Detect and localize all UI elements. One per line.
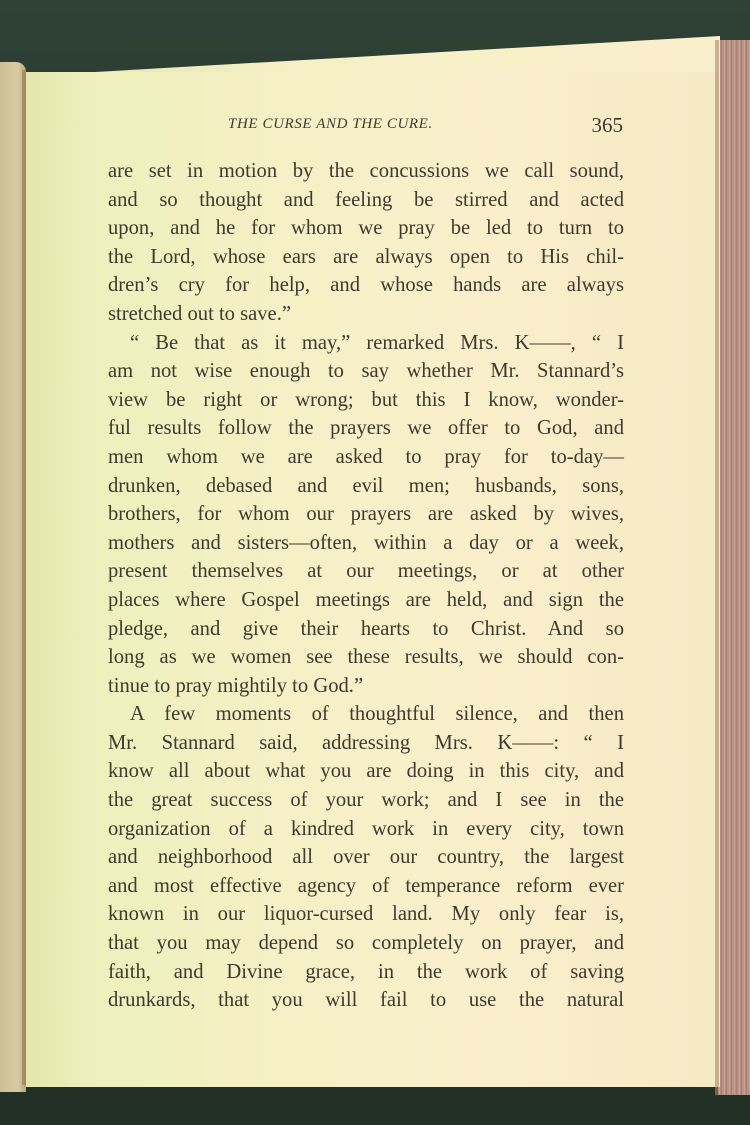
- text-line: and so thought and feeling be stirred and acted: [108, 188, 624, 211]
- text-line: view be right or wrong; but this I know, wonder-: [108, 388, 624, 411]
- text-line: and most effective agency of temperance reform ever: [108, 874, 624, 897]
- text-line: long as we women see these results, we should con-: [108, 646, 624, 669]
- text-line: tinue to pray mightily to God.”: [108, 674, 364, 697]
- text-line: “ Be that as it may,” remarked Mrs. K——, “ I: [130, 331, 624, 354]
- text-line: stretched out to save.”: [108, 302, 291, 325]
- text-line: present themselves at our meetings, or at other: [108, 560, 624, 583]
- text-line: Mr. Stannard said, addressing Mrs. K——: “ I: [108, 731, 624, 754]
- body-text: [108, 157, 624, 1015]
- text-line: faith, and Divine grace, in the work of saving: [108, 960, 624, 983]
- page-stack-edges: [718, 40, 750, 1095]
- text-line: drunken, debased and evil men; husbands, sons,: [108, 474, 624, 497]
- text-line: men whom we are asked to pray for to-day—: [108, 445, 624, 468]
- running-header: [228, 113, 623, 139]
- text-line: the great success of your work; and I see in the: [108, 789, 624, 812]
- text-line: drunkards, that you will fail to use the natural: [108, 989, 624, 1012]
- text-line: pledge, and give their hearts to Christ. And so: [108, 617, 624, 640]
- text-line: ful results follow the prayers we offer to God, and: [108, 417, 624, 440]
- text-line: mothers and sisters—often, within a day or a week,: [108, 531, 624, 554]
- running-title: THE CURSE AND THE CURE.: [228, 116, 433, 132]
- text-line: that you may depend so completely on prayer, and: [108, 932, 624, 955]
- text-line: organization of a kindred work in every city, town: [108, 817, 624, 840]
- text-line: A few moments of thoughtful silence, and then: [130, 703, 624, 726]
- text-line: know all about what you are doing in this city, and: [108, 760, 624, 783]
- text-line: are set in motion by the concussions we call sound,: [108, 160, 624, 182]
- text-line: brothers, for whom our prayers are asked by wives,: [108, 503, 624, 526]
- text-line: dren’s cry for help, and whose hands are always: [108, 274, 624, 297]
- text-line: places where Gospel meetings are held, and sign the: [108, 588, 624, 611]
- text-line: upon, and he for whom we pray be led to turn to: [108, 217, 624, 240]
- text-line: the Lord, whose ears are always open to His chil-: [108, 245, 624, 268]
- text-line: known in our liquor-cursed land. My only fear is,: [108, 903, 624, 926]
- text-line: am not wise enough to say whether Mr. Stannard’s: [108, 360, 624, 383]
- text-line: and neighborhood all over our country, the largest: [108, 846, 624, 869]
- page-edge-shadow: [715, 40, 719, 1095]
- background-bottom: [0, 1085, 750, 1125]
- page-number: 365: [591, 113, 623, 137]
